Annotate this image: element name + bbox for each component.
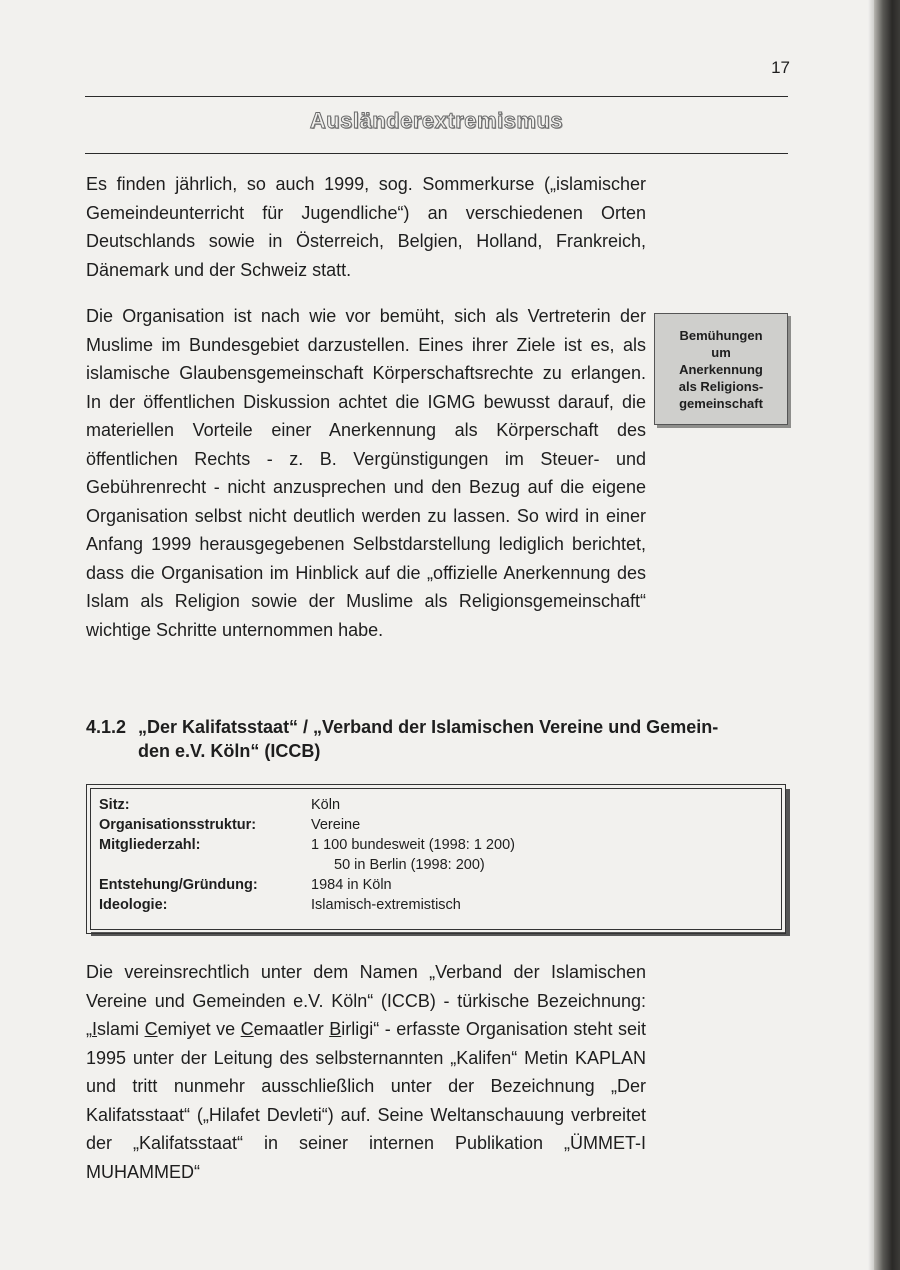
running-title: Ausländerextremismus bbox=[309, 108, 564, 133]
page-binding-edge bbox=[874, 0, 900, 1270]
info-label: Organisationsstruktur: bbox=[99, 817, 257, 833]
info-label: Sitz: bbox=[99, 797, 130, 813]
info-label: Mitgliederzahl: bbox=[99, 837, 201, 853]
info-box-inner bbox=[90, 788, 782, 930]
info-label: Ideologie: bbox=[99, 897, 168, 913]
text-segment: emiyet ve bbox=[157, 1019, 241, 1039]
section-title-line2: den e.V. Köln“ (ICCB) bbox=[138, 741, 321, 761]
info-value: 1984 in Köln bbox=[311, 877, 392, 893]
paragraph-summer-courses: Es finden jährlich, so auch 1999, sog. Sommerkurse („islamischer Gemeindeunterricht für Jugendliche“) an verschiedenen Orten Deutschlands sowie in Österreich, Belgien, Holland, Frankreich, Dänemark und der Schweiz statt. bbox=[86, 174, 646, 280]
info-value: 1 100 bundesweit (1998: 1 200) bbox=[311, 837, 515, 853]
text-segment: emaatler bbox=[253, 1019, 330, 1039]
text-segment: Die vereinsrechtlich unter dem Namen „Verband der Islamischen Vereine und Gemeinden e.V. Köln“ (ICCB) - türkische Bezeichnung: „ bbox=[86, 962, 646, 1039]
section-heading bbox=[86, 715, 796, 763]
paragraph-kalifatsstaat bbox=[86, 958, 646, 1186]
paragraph-organisation: Die Organisation ist nach wie vor bemüht, sich als Vertreterin der Muslime im Bundesgebiet darzustellen. Eines ihrer Ziele ist es, als islamische Glaubensgemeinschaft Körperschaftsrechte zu erlangen. In der öffentlichen Diskussion achtet die IGMG bewusst darauf, die materiellen Vorteile einer Anerkennung als Körperschaft des öffentlichen Rechts - z. B. Vergünstigungen im Steuer- und Gebührenrecht - nicht anzusprechen und den Bezug auf die eigene Organisation selbst nicht deutlich werden zu lassen. So wird in einer Anfang 1999 herausgegebenen Selbstdarstellung lediglich berichtet, dass die Organisation im Hinblick auf die „offizielle Anerkennung des Islam als Religion sowie der Muslime als Religionsgemeinschaft“ wichtige Schritte unternommen habe. bbox=[86, 306, 646, 640]
info-value: Köln bbox=[311, 797, 341, 813]
text-segment: irligi“ - erfasste Organisation steht seit 1995 unter der Leitung des selbsternannten „Kalifen“ Metin KAPLAN und tritt nunmehr ausschließlich unter der Bezeichnung „Der Kalifatsstaat“ („Hilafet Devleti“) auf. Seine Weltanschauung verbreitet der „Kalifatsstaat“ in seiner internen Publikation „ÜMMET-I MUHAMMED“ bbox=[86, 1019, 646, 1182]
underlined-letter: B bbox=[329, 1019, 342, 1039]
underlined-letter: C bbox=[144, 1019, 158, 1039]
info-value: Islamisch-extremistisch bbox=[311, 897, 461, 913]
header-rule-top bbox=[85, 96, 788, 97]
page-number: 17 bbox=[771, 58, 790, 77]
text-segment: slami bbox=[97, 1019, 145, 1039]
section-number: 4.1.2 bbox=[86, 717, 127, 737]
info-label: Entstehung/Gründung: bbox=[99, 877, 258, 893]
info-value-secondary: 50 in Berlin (1998: 200) bbox=[334, 857, 485, 873]
underlined-letter: I bbox=[92, 1019, 98, 1039]
margin-note: Bemühungen um Anerkennung als Religions- gemeinschaft bbox=[654, 313, 788, 425]
info-box bbox=[86, 784, 786, 934]
info-box-shadow-right bbox=[786, 789, 790, 936]
underlined-letter: C bbox=[240, 1019, 254, 1039]
section-title-line1: „Der Kalifatsstaat“ / „Verband der Islamischen Vereine und Gemein- bbox=[138, 717, 719, 737]
info-value: Vereine bbox=[311, 817, 361, 833]
header-rule-bottom bbox=[85, 153, 788, 154]
